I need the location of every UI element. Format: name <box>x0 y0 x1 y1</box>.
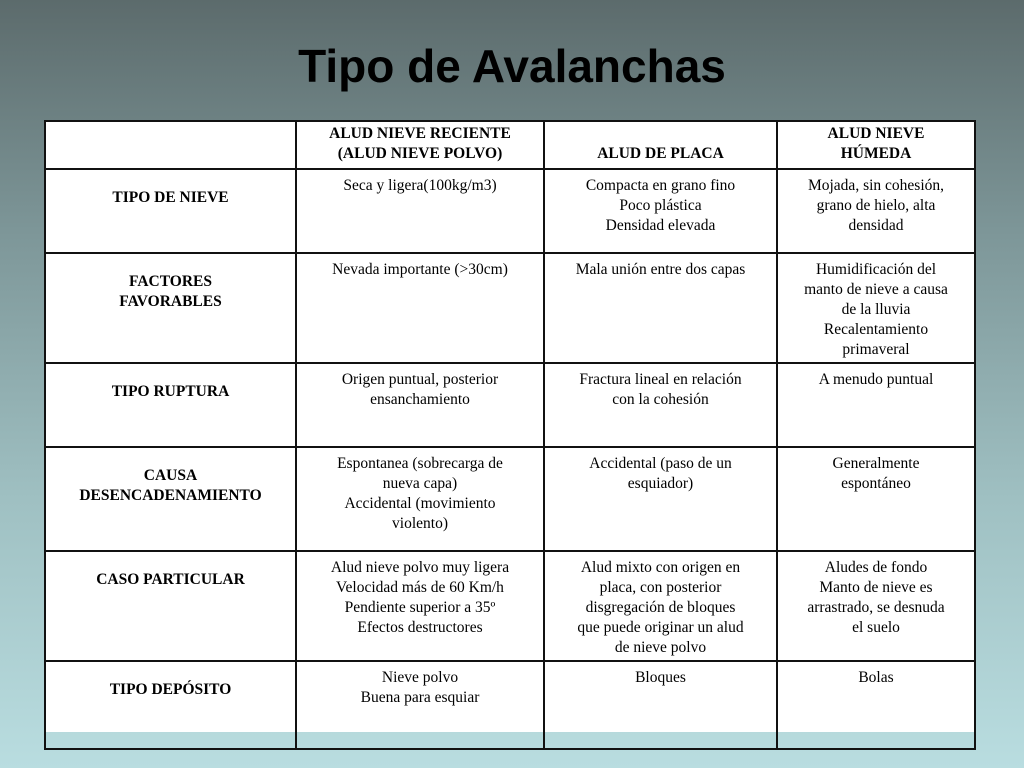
slide-title: Tipo de Avalanchas <box>298 40 726 92</box>
table-row <box>45 363 975 447</box>
table-row <box>45 661 975 749</box>
table-cell: Mojada, sin cohesión, grano de hielo, alta densidad <box>777 169 975 253</box>
table-row <box>45 169 975 253</box>
table-cell: Espontanea (sobrecarga de nueva capa) Accidental (movimiento violento) <box>296 447 544 551</box>
row-label-tipo-ruptura: TIPO RUPTURA <box>45 363 296 447</box>
avalanche-types-table-container <box>44 120 974 732</box>
table-row <box>45 551 975 661</box>
table-cell: Bloques <box>544 661 777 749</box>
table-cell: Bolas <box>777 661 975 749</box>
table-cell: Nieve polvo Buena para esquiar <box>296 661 544 749</box>
table-cell: Fractura lineal en relación con la cohesión <box>544 363 777 447</box>
table-cell: A menudo puntual <box>777 363 975 447</box>
row-label-tipo-deposito: TIPO DEPÓSITO <box>45 661 296 749</box>
table-cell: Seca y ligera(100kg/m3) <box>296 169 544 253</box>
table-row <box>45 447 975 551</box>
table-cell: Alud nieve polvo muy ligera Velocidad más de 60 Km/h Pendiente superior a 35º Efectos destructores <box>296 551 544 661</box>
table-cell: Humidificación del manto de nieve a causa de la lluvia Recalentamiento primaveral <box>777 253 975 363</box>
table-cell: Mala unión entre dos capas <box>544 253 777 363</box>
table-cell: Generalmente espontáneo <box>777 447 975 551</box>
row-label-causa-desencadenamiento: CAUSA DESENCADENAMIENTO <box>45 447 296 551</box>
header-alud-nieve-reciente: ALUD NIEVE RECIENTE (ALUD NIEVE POLVO) <box>296 121 544 169</box>
header-alud-de-placa: ALUD DE PLACA <box>544 121 777 169</box>
header-empty-cell <box>45 121 296 169</box>
table-cell: Origen puntual, posterior ensanchamiento <box>296 363 544 447</box>
table-cell: Accidental (paso de un esquiador) <box>544 447 777 551</box>
table-cell: Nevada importante (>30cm) <box>296 253 544 363</box>
table-cell: Alud mixto con origen en placa, con posterior disgregación de bloques que puede originar un alud de nieve polvo <box>544 551 777 661</box>
table-cell: Aludes de fondo Manto de nieve es arrastrado, se desnuda el suelo <box>777 551 975 661</box>
table-header-row <box>45 121 975 169</box>
table-cell: Compacta en grano fino Poco plástica Densidad elevada <box>544 169 777 253</box>
row-label-factores-favorables: FACTORES FAVORABLES <box>45 253 296 363</box>
row-label-tipo-de-nieve: TIPO DE NIEVE <box>45 169 296 253</box>
header-alud-nieve-humeda: ALUD NIEVE HÚMEDA <box>777 121 975 169</box>
avalanche-types-table <box>44 120 976 750</box>
table-row <box>45 253 975 363</box>
row-label-caso-particular: CASO PARTICULAR <box>45 551 296 661</box>
